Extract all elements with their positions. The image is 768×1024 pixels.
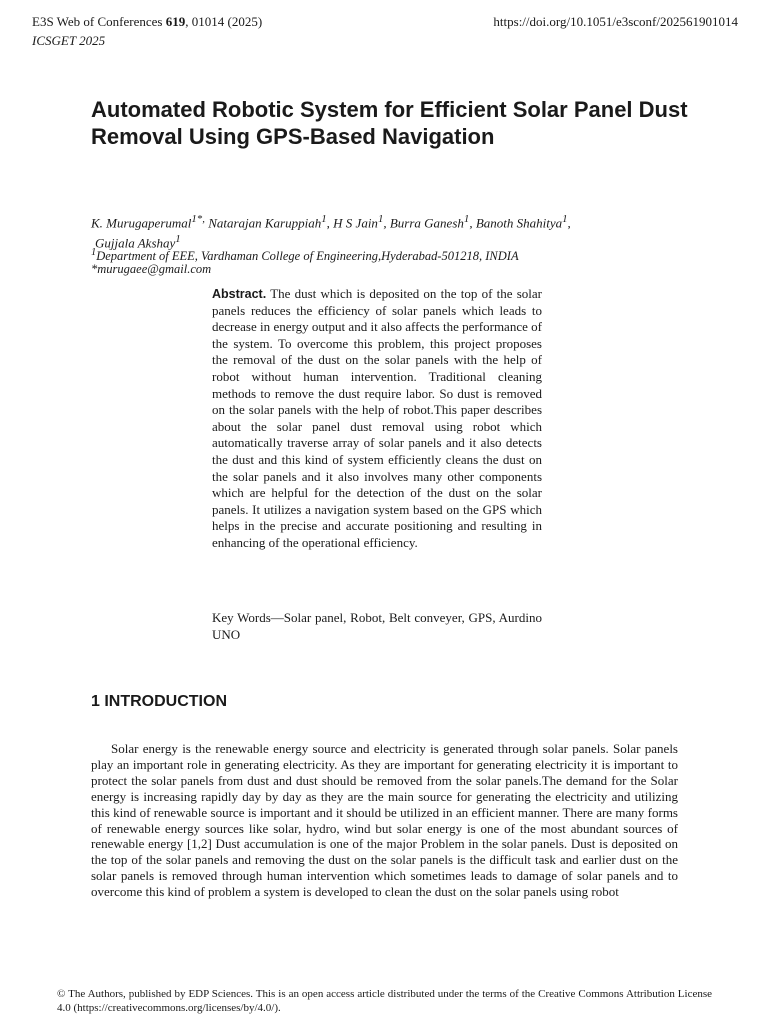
affiliation-sup: 1: [91, 247, 97, 258]
journal-volume: 619: [165, 14, 186, 29]
author-name: K. Murugaperumal: [91, 215, 192, 231]
abstract-label: Abstract.: [212, 287, 267, 301]
author-name: H S Jain: [333, 215, 378, 231]
affiliation-text: Department of EEE, Vardhaman College of Engineering,Hyderabad-501218, INDIA: [96, 249, 519, 264]
introduction-paragraph: Solar energy is the renewable energy source and electricity is generated through solar panels. Solar panels play an important role in generating electricity. As they are important for generating electricity it is important to protect the solar panels from dust and dust should be removed from the solar panels.The demand for the Solar energy is increasing rapidly day by day as they are the main source for generating the electricity and utilizing this kind of renewable source is important and it should be utilized in an efficient manner. There are many forms of renewable energy sources like solar, hydro, wind but solar energy is one of the most abundant sources of renewable energy [1,2] Dust accumulation is one of the major Problem in the solar panels. Dust is deposited on the top of the solar panels and removing the dust on the solar panels is the difficult task and earlier dust on the solar panels is removed through human intervention which sometimes leads to damage of solar panels and to overcome this kind of problem a system is developed to clean the dust on the solar panels using robot: [91, 741, 678, 900]
article-info: , 01014 (2025): [185, 14, 263, 29]
abstract-text: The dust which is deposited on the top of the solar panels reduces the efficiency of solar panels which leads to decrease in energy output and it also affects the performance of the system. To overcome this problem, this project proposes the removal of the dust on the solar panels with the help of robot without human intervention. Traditional cleaning methods to remove the dust require labor. So dust is removed on the solar panels with the help of robot.This paper describes about the solar panel dust removal using robot which automatically traverse array of solar panels and it also detects the dust and this kind of system efficiently cleans the dust on the solar panels and it also involves many other components which are helpful for the detection of the dust on the solar panels. It utilizes a navigation system based on the GPS which helps in the precise and accurate positioning and resulting in enhancing of the operational efficiency.: [212, 286, 543, 550]
author-name: Gujjala Akshay: [95, 235, 176, 251]
conference-name: ICSGET 2025: [32, 33, 106, 48]
section-heading: 1 INTRODUCTION: [91, 693, 227, 710]
author-sup: 1: [175, 233, 181, 246]
abstract: [212, 286, 542, 552]
author-name: Banoth Shahitya: [475, 215, 563, 231]
doi-link[interactable]: https://doi.org/10.1051/e3sconf/202561901014: [493, 14, 738, 29]
journal-header: [32, 12, 262, 50]
journal-citation: [32, 12, 262, 31]
author-name: Burra Ganesh: [389, 215, 464, 231]
journal-name: E3S Web of Conferences: [32, 14, 163, 29]
author-sup: 1: [562, 213, 568, 225]
author-sup: 1: [377, 213, 384, 225]
author-sup: 1: [321, 213, 327, 225]
author-name: Natarajan Karuppiah: [208, 215, 322, 231]
author-sup: 1*,: [191, 213, 205, 225]
license-footer: © The Authors, published by EDP Sciences. This is an open access article distributed under the terms of the Creative Commons Attribution License 4.0 (https://creativecommons.org/licenses/by/4.0/).: [57, 988, 712, 1014]
author-sup: 1: [463, 213, 470, 225]
keywords: Key Words—Solar panel, Robot, Belt conveyer, GPS, Aurdino UNO: [212, 610, 542, 642]
paper-title: Automated Robotic System for Efficient Solar Panel Dust Removal Using GPS-Based Navigation: [91, 97, 688, 149]
author-line-1: K. Murugaperumal$^{1*,}$ Natarajan Karuppiah$^1$, H S Jain$^1$, Burra Ganesh$^1$, Banoth Shahitya$^1$,: [91, 213, 571, 231]
corresponding-email[interactable]: *murugaee@gmail.com: [91, 262, 212, 276]
